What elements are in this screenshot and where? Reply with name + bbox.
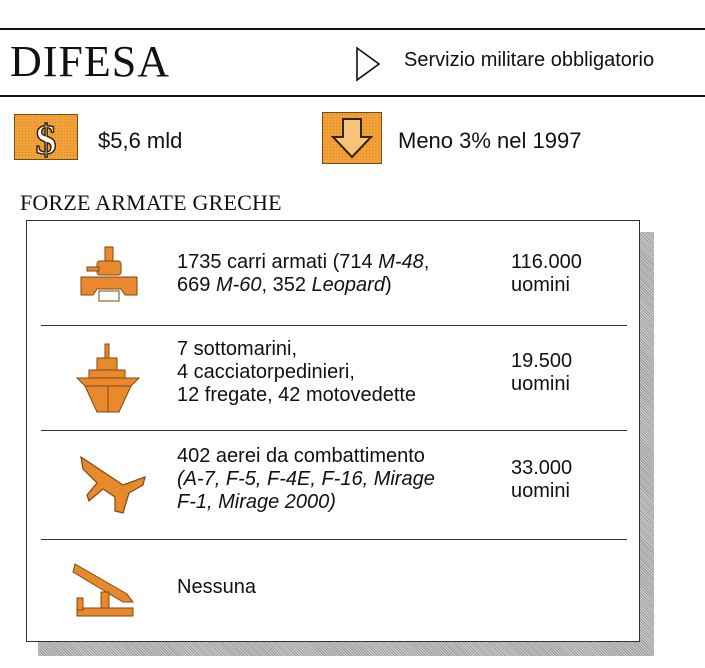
army-personnel: 116.000 uomini [511, 251, 582, 296]
navy-personnel: 19.500 uomini [511, 350, 573, 395]
forces-table [26, 220, 640, 642]
table-row [41, 221, 627, 325]
budget-value: $5,6 mld [98, 128, 183, 153]
navy-description: 7 sottomarini, 4 cacciatorpedinieri, 12 fregate, 42 motovedette [177, 338, 417, 406]
top-rule [0, 28, 705, 30]
table-row [41, 540, 627, 640]
dollar-icon [14, 114, 78, 160]
missile-icon [71, 558, 141, 618]
missiles-description: Nessuna [177, 576, 256, 598]
tank-icon [77, 245, 141, 303]
tank-description: 1735 carri armati (714 M-48, 669 M-60, 352 Leopard) [177, 251, 430, 296]
airforce-description: 402 aerei da combattimento (A-7, F-5, F-4E, F-16, Mirage F-1, Mirage 2000) [177, 445, 435, 513]
service-label: Servizio militare obbligatorio [404, 49, 655, 71]
play-arrow-icon [354, 45, 382, 83]
page-title: DIFESA [10, 37, 171, 86]
airforce-personnel: 33.000 uomini [511, 457, 573, 502]
fighter-jet-icon [79, 455, 149, 515]
table-row [41, 326, 627, 430]
trend-value: Meno 3% nel 1997 [398, 128, 582, 153]
header-bottom-rule [0, 95, 705, 97]
down-arrow-icon [322, 112, 382, 164]
section-title: FORZE ARMATE GRECHE [20, 190, 282, 215]
warship-icon [75, 342, 141, 414]
table-row [41, 431, 627, 539]
svg-text:$: $ [35, 118, 57, 159]
